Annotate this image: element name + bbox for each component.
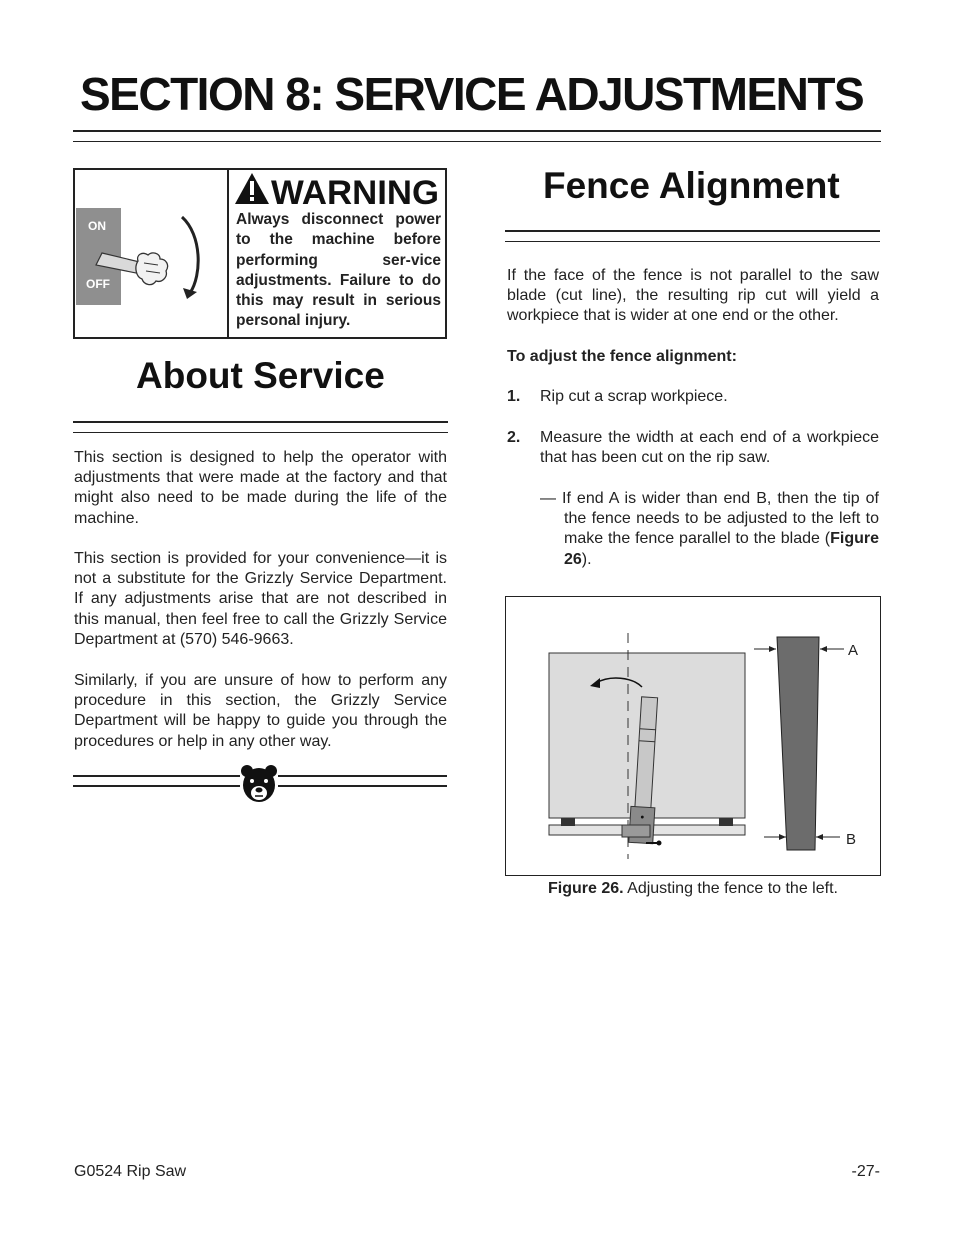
- switch-off-label: OFF: [86, 277, 110, 291]
- step-2: [507, 428, 879, 468]
- substep-text: [540, 489, 879, 570]
- step-1-text: Rip cut a scrap workpiece.: [540, 388, 728, 405]
- figure-label-a: A: [848, 642, 859, 659]
- about-service-heading: About Service: [136, 355, 385, 396]
- fence-alignment-heading: Fence Alignment: [543, 165, 840, 206]
- warning-divider: [227, 168, 229, 339]
- step-2-number: 2.: [507, 429, 521, 446]
- end-rule-left: [73, 775, 240, 787]
- grizzly-bear-icon: [240, 764, 278, 804]
- substep-prefix: — If end A is wider than end B, then the tip of the fence needs to be adjusted to the left to make the fence parallel to the blade (: [540, 490, 879, 548]
- step-1-number: 1.: [507, 388, 521, 405]
- substep-suffix: ).: [581, 550, 592, 568]
- power-switch-icon: [76, 171, 226, 337]
- about-paragraph-2: This section is provided for your convenience—it is not a substitute for the Grizzly Service Department. If any adjustments arise that are not described in this manual, then feel free to call the Grizzly Service Department at (570) 546-9663.: [74, 550, 447, 648]
- warning-text: Always disconnect power to the machine before performing ser-vice adjustments. Failure to do this may result in serious personal injury.: [236, 211, 441, 330]
- figure-caption-text: Adjusting the fence to the left.: [627, 880, 838, 897]
- switch-on-label: ON: [88, 219, 106, 233]
- step-2-text: Measure the width at each end of a workpiece that has been cut on the rip saw.: [540, 429, 879, 467]
- figure-26-caption: [505, 880, 881, 898]
- figure-label-b: B: [846, 831, 857, 848]
- substep-figure-ref: Figure 26: [564, 530, 879, 568]
- about-rule: [73, 421, 448, 433]
- figure-caption-label: Figure 26.: [548, 880, 624, 897]
- about-paragraph-3: Similarly, if you are unsure of how to perform any procedure in this section, the Grizzly Service Department will be happy to guide you through the procedures or help in any other way.: [74, 672, 447, 750]
- end-rule-right: [278, 775, 447, 787]
- fence-rule: [505, 230, 880, 242]
- warning-heading-text: WARNING: [271, 174, 439, 209]
- title-rule: [73, 130, 881, 142]
- footer-model: G0524 Rip Saw: [74, 1163, 187, 1180]
- figure-26-illustration: [506, 597, 880, 875]
- warning-heading: [234, 171, 444, 209]
- step-1: [507, 387, 879, 407]
- fence-intro: If the face of the fence is not parallel to the saw blade (cut line), the resulting rip cut will yield a workpiece that is wider at one end or the other.: [507, 267, 879, 325]
- section-title: SECTION 8: SERVICE ADJUSTMENTS: [80, 68, 864, 120]
- procedure-title: To adjust the fence alignment:: [507, 348, 737, 365]
- about-paragraph-1: This section is designed to help the operator with adjustments that were made at the factory and that might also need to be made during the life of the machine.: [74, 449, 447, 527]
- footer-page-number: -27-: [851, 1163, 880, 1180]
